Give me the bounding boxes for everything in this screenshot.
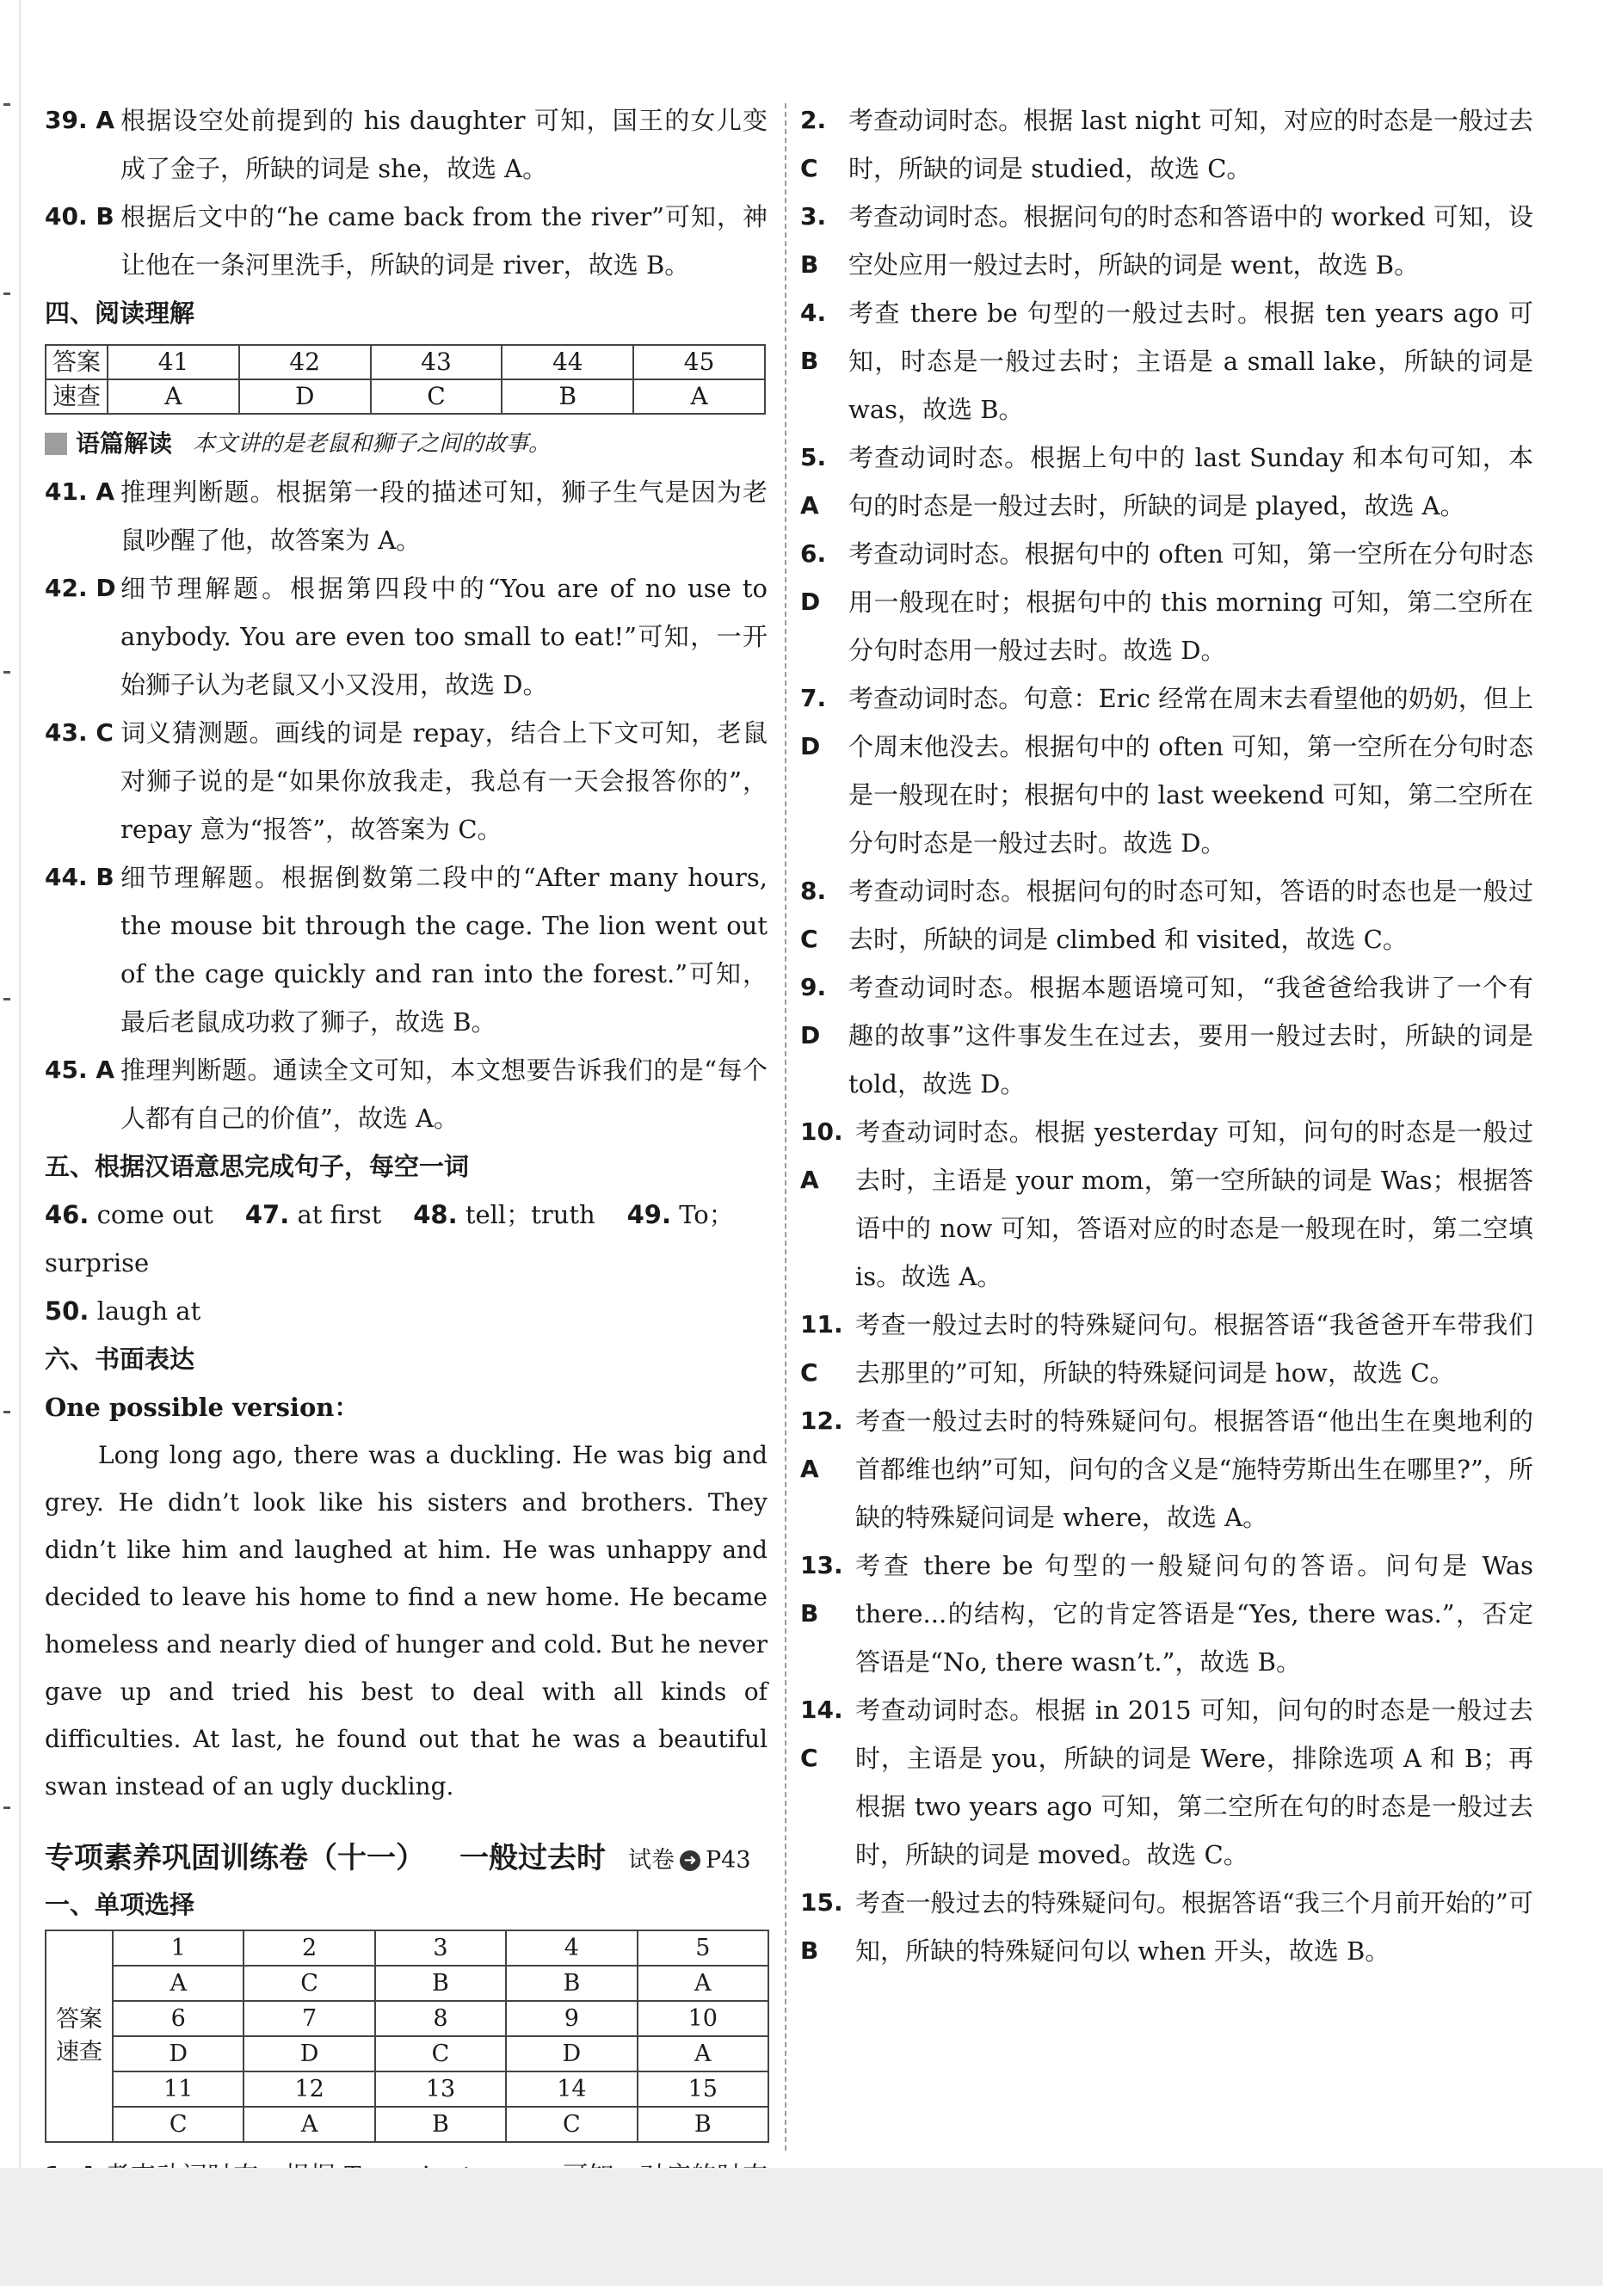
table-cell: 5 [638,1930,768,1966]
gutter-mark [3,671,10,674]
unit-title [45,1834,768,1885]
item-number: 13. B [800,1551,843,1628]
item-text: 词义猜测题。画线的词是 repay，结合上下文可知，老鼠对狮子说的是“如果你放我走，我总有一天会报答你的”，repay 意为“报答”，故答案为 C。 [120,718,768,844]
page-bottom-margin [0,2168,1603,2286]
item-number: 14. C [800,1696,843,1772]
answer-item [800,96,1533,193]
reading-summary-text: 本文讲的是老鼠和狮子之间的故事。 [193,431,552,457]
reading-summary [45,420,768,468]
table-cell: B [375,1966,506,2001]
answer-item [800,1301,1533,1397]
table-cell: 3 [375,1930,506,1966]
book-icon [45,433,67,455]
table-cell: 2 [244,1930,374,1966]
item-number: 43. C [45,718,114,747]
item-text: 考查动词时态。根据上句中的 last Sunday 和本句可知，本句的时态是一般过去时，所缺的词是 played，故选 A。 [848,443,1533,520]
table-cell: 15 [638,2071,768,2107]
table-cell: 9 [506,2001,637,2036]
item-number: 42. D [45,574,116,602]
table-cell: D [506,2036,637,2071]
item-number: 3. B [800,202,827,279]
item-number: 9. D [800,973,827,1050]
item-text: 考查一般过去的特殊疑问句。根据答语“我三个月前开始的”可知，所缺的特殊疑问句以 when 开头，故选 B。 [855,1888,1533,1966]
table-label-text: 答案速查 [56,2005,102,2065]
binding-gutter [0,0,21,2286]
gutter-mark [3,292,10,295]
item-number: 41. A [45,477,115,506]
section-heading: 一、单项选择 [45,1890,195,1919]
table-cell: B [638,2107,768,2142]
item-number: 6. D [800,539,827,616]
answer-table-reading [45,344,766,415]
table-cell: 12 [244,2071,374,2107]
table-cell: 14 [506,2071,637,2107]
answer-item [800,289,1533,434]
table-cell: D [244,2036,374,2071]
answer-item [800,434,1533,530]
answer-item [800,1542,1533,1686]
answer-item [800,1686,1533,1879]
item-text: 考查动词时态。根据 last night 可知，对应的时态是一般过去时，所缺的词是 studied，故选 C。 [848,106,1533,183]
item-text: 考查动词时态。根据 in 2015 可知，问句的时态是一般过去时，主语是 you，所缺的词是 Were，排除选项 A 和 B；再根据 two years ago 可知，第二空所在句的时态是一般过去时，所缺的词是 moved。故选 C。 [855,1696,1533,1869]
fill-number: 46. [45,1200,89,1229]
table-cell: D [239,379,371,414]
item-text: 考查一般过去时的特殊疑问句。根据答语“我爸爸开车带我们去那里的”可知，所缺的特殊疑问词是 how，故选 C。 [855,1310,1533,1388]
fill-answer: laugh at [96,1296,201,1326]
column-divider [785,103,786,2151]
answer-item [800,1879,1533,1975]
answer-item [45,709,768,853]
item-number: 39. A [45,106,115,134]
version-label: One possible version： [45,1393,360,1422]
answer-item [45,853,768,1046]
table-cell: A [113,1966,244,2001]
item-number: 10. A [800,1117,843,1194]
fill-answer: tell；truth [465,1200,595,1229]
paper-reference [628,1837,751,1885]
item-text: 考查 there be 句型的一般过去时。根据 ten years ago 可知，时态是一般过去时；主语是 a small lake，所缺的词是 was，故选 B。 [848,299,1533,424]
item-text: 考查动词时态。根据 yesterday 可知，问句的时态是一般过去时，主语是 your mom，第一空所缺的词是 Was；根据答语中的 now 可知，答语对应的时态是一般现在时，第二空填 is。故选 A。 [855,1117,1533,1291]
answer-item [800,1108,1533,1301]
table-cell: C [375,2036,506,2071]
fill-answer: To；surprise [45,1200,734,1277]
answer-item [45,193,768,289]
item-number: 2. C [800,106,827,182]
table-cell: A [244,2107,374,2142]
table-cell: C [244,1966,374,2001]
item-text: 推理判断题。通读全文可知，本文想要告诉我们的是“每个人都有自己的价值”，故选 A。 [120,1056,768,1133]
table-cell: A [108,379,239,414]
item-number: 40. B [45,202,114,231]
answer-item [45,564,768,709]
item-text: 细节理解题。根据倒数第二段中的“After many hours, the mouse bit through the cage. The lion went out of the cage quickly and ran into the forest.”可知，最后老鼠成功救了狮子，故选 B。 [120,863,768,1037]
table-cell: B [502,379,633,414]
table-cell: A [638,1966,768,2001]
section-heading: 六、书面表达 [45,1345,195,1374]
table-cell: 6 [113,2001,244,2036]
item-number: 15. B [800,1888,843,1965]
fill-answer: come out [96,1200,213,1229]
table-cell: 44 [502,345,633,379]
unit-title-topic: 一般过去时 [459,1841,606,1875]
table-cell: B [506,1966,637,2001]
answer-item [800,1397,1533,1542]
item-number: 4. B [800,299,827,375]
table-label [46,1930,113,2142]
answer-table-choice [45,1930,769,2143]
gutter-mark [3,1411,10,1413]
gutter-mark [3,103,10,106]
table-cell: 4 [506,1930,637,1966]
sample-essay: Long long ago, there was a duckling. He was big and grey. He didn’t look like his sisters and brothers. They didn’t like him and laughed at him. He was unhappy and decided to leave his home to find a new home. He became homeless and nearly died of hunger and cold. But he never gave up and tried his best to deal with all kinds of difficulties. At last, he found out that he was a beautiful swan instead of an ugly duckling. [45,1441,768,1800]
fill-number: 49. [626,1200,671,1229]
item-text: 细节理解题。根据第四段中的“You are of no use to anybody. You are even too small to eat!”可知，一开始狮子认为老鼠又小又没用，故选 D。 [120,574,768,699]
section-heading: 四、阅读理解 [45,299,195,328]
answer-item [800,867,1533,963]
table-label: 答案 [46,345,108,379]
gutter-mark [3,1807,10,1809]
table-cell: 7 [244,2001,374,2036]
answer-item [800,963,1533,1108]
arrow-right-icon: ➜ [680,1850,700,1871]
gutter-mark [3,998,10,1000]
item-number: 8. C [800,877,827,953]
item-text: 推理判断题。根据第一段的描述可知，狮子生气是因为老鼠吵醒了他，故答案为 A。 [120,477,768,555]
item-number: 7. D [800,684,827,760]
table-cell: C [113,2107,244,2142]
fill-answer: at first [297,1200,382,1229]
table-cell: 41 [108,345,239,379]
right-column [800,96,1533,1975]
table-cell: 42 [239,345,371,379]
table-cell: 43 [371,345,502,379]
answer-item [800,530,1533,674]
item-text: 考查一般过去时的特殊疑问句。根据答语“他出生在奥地利的首都维也纳”可知，问句的含义是“施特劳斯出生在哪里?”，所缺的特殊疑问词是 where，故选 A。 [855,1407,1533,1532]
table-cell: C [371,379,502,414]
fill-number: 47. [244,1200,290,1229]
table-cell: 1 [113,1930,244,1966]
table-cell: C [506,2107,637,2142]
item-number: 11. C [800,1310,843,1387]
fill-number: 48. [413,1200,458,1229]
table-cell: 45 [633,345,765,379]
item-text: 根据设空处前提到的 his daughter 可知，国王的女儿变成了金子，所缺的词是 she，故选 A。 [120,106,768,183]
answer-item [45,96,768,193]
fill-answers-row [45,1191,768,1287]
answer-item [800,193,1533,289]
item-text: 根据后文中的“he came back from the river”可知，神让他在一条河里洗手，所缺的词是 river，故选 B。 [120,202,768,280]
item-text: 考查动词时态。根据问句的时态可知，答语的时态也是一般过去时，所缺的词是 climbed 和 visited，故选 C。 [848,877,1533,954]
reading-title: 语篇解读 [76,429,173,458]
table-cell: 10 [638,2001,768,2036]
table-cell: B [375,2107,506,2142]
answer-item [800,674,1533,867]
table-cell: 13 [375,2071,506,2107]
answer-item [45,468,768,564]
left-column [45,96,768,2296]
unit-title-main: 专项素养巩固训练卷（十一） [45,1841,425,1875]
fill-number: 50. [45,1296,89,1326]
item-number: 5. A [800,443,827,520]
item-text: 考查 there be 句型的一般疑问句的答语。问句是 Was there...的结构，它的肯定答语是“Yes, there was.”，否定答语是“No, there wasn’t.”，故选 B。 [855,1551,1533,1677]
item-text: 考查动词时态。句意：Eric 经常在周末去看望他的奶奶，但上个周末他没去。根据句中的 often 可知，第一空所在分句时态是一般现在时；根据句中的 last weekend 可知，第二空所在分句时态是一般过去时。故选 D。 [848,684,1533,858]
item-text: 考查动词时态。根据本题语境可知，“我爸爸给我讲了一个有趣的故事”这件事发生在过去，要用一般过去时，所缺的词是 told，故选 D。 [848,973,1533,1099]
table-cell: 11 [113,2071,244,2107]
table-cell: A [638,2036,768,2071]
item-number: 12. A [800,1407,843,1483]
paper-label: 试卷 [628,1847,675,1874]
table-label: 速查 [46,379,108,414]
table-cell: A [633,379,765,414]
paper-page: P43 [706,1847,751,1874]
item-number: 45. A [45,1056,115,1084]
item-text: 考查动词时态。根据问句的时态和答语中的 worked 可知，设空处应用一般过去时，所缺的词是 went，故选 B。 [848,202,1533,280]
item-number: 44. B [45,863,114,891]
table-cell: D [113,2036,244,2071]
fill-answers-row [45,1287,768,1335]
section-heading: 五、根据汉语意思完成句子，每空一词 [45,1152,470,1181]
answer-item [45,1046,768,1142]
table-cell: 8 [375,2001,506,2036]
item-text: 考查动词时态。根据句中的 often 可知，第一空所在分句时态用一般现在时；根据句中的 this morning 可知，第二空所在分句时态用一般过去时。故选 D。 [848,539,1533,665]
